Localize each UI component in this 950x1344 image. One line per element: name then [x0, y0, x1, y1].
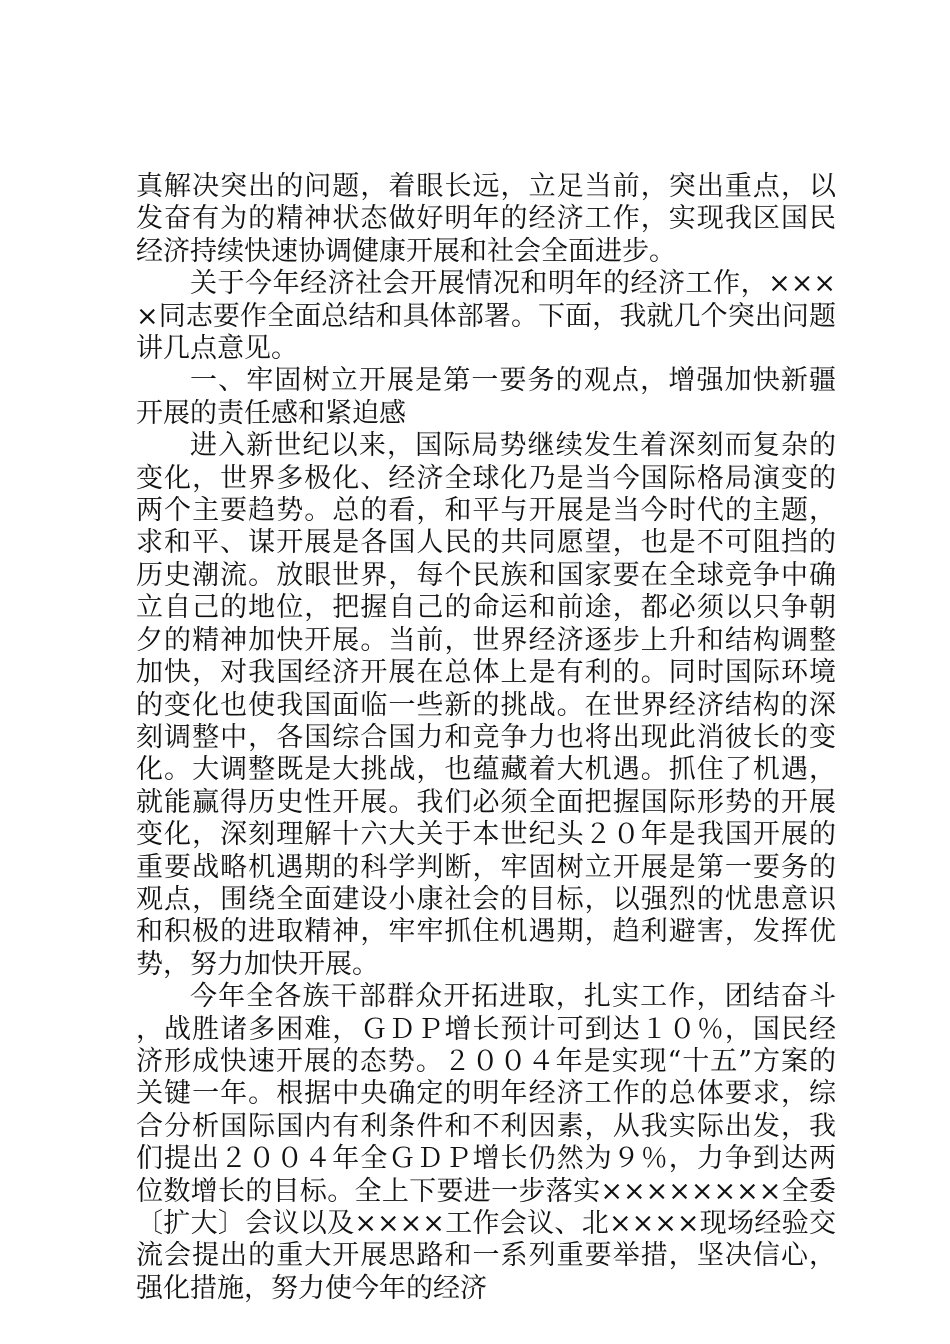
paragraph-2: 关于今年经济社会开展情况和明年的经济工作，××××同志要作全面总结和具体部署。下面，我就几个突出问题讲几点意见。: [136, 268, 836, 365]
paragraph-1: 真解决突出的问题，着眼长远，立足当前，突出重点，以发奋有为的精神状态做好明年的经济工作，实现我区国民经济持续快速协调健康开展和社会全面进步。: [136, 171, 836, 267]
paragraph-4: 今年全各族干部群众开拓进取，扎实工作，团结奋斗，战胜诸多困难，ＧＤＰ增长预计可到达１０％，国民经济形成快速开展的态势。２００４年是实现“十五”方案的关键一年。根据中央确定的明年经济工作的总体要求，综合分析国际国内有利条件和不利因素，从我实际出发，我们提出２００４年全ＧＤＰ增长仍然为９％，力争到达两位数增长的目标。全上下要进一步落实××××××××全委〔扩大〕会议以及××××工作会议、北××××现场经验交流会提出的重大开展思路和一系列重要举措，坚决信心，强化措施，努力使今年的经济: [136, 981, 836, 1304]
paragraph-3: 进入新世纪以来，国际局势继续发生着深刻而复杂的变化，世界多极化、经济全球化乃是当今国际格局演变的两个主要趋势。总的看，和平与开展是当今时代的主题，求和平、谋开展是各国人民的共同愿望，也是不可阻挡的历史潮流。放眼世界，每个民族和国家要在全球竞争中确立自己的地位，把握自己的命运和前途，都必须以只争朝夕的精神加快开展。当前，世界经济逐步上升和结构调整加快，对我国经济开展在总体上是有利的。同时国际环境的变化也使我国面临一些新的挑战。在世界经济结构的深刻调整中，各国综合国力和竞争力也将出现此消彼长的变化。大调整既是大挑战，也蕴藏着大机遇。抓住了机遇，就能赢得历史性开展。我们必须全面把握国际形势的开展变化，深刻理解十六大关于本世纪头２０年是我国开展的重要战略机遇期的科学判断，牢固树立开展是第一要务的观点，围绕全面建设小康社会的目标，以强烈的忧患意识和积极的进取精神，牢牢抓住机遇期，趋利避害，发挥优势，努力加快开展。: [136, 430, 836, 980]
document-page: [136, 171, 836, 1305]
section-heading-1: 一、牢固树立开展是第一要务的观点，增强加快新疆开展的责任感和紧迫感: [136, 365, 836, 429]
